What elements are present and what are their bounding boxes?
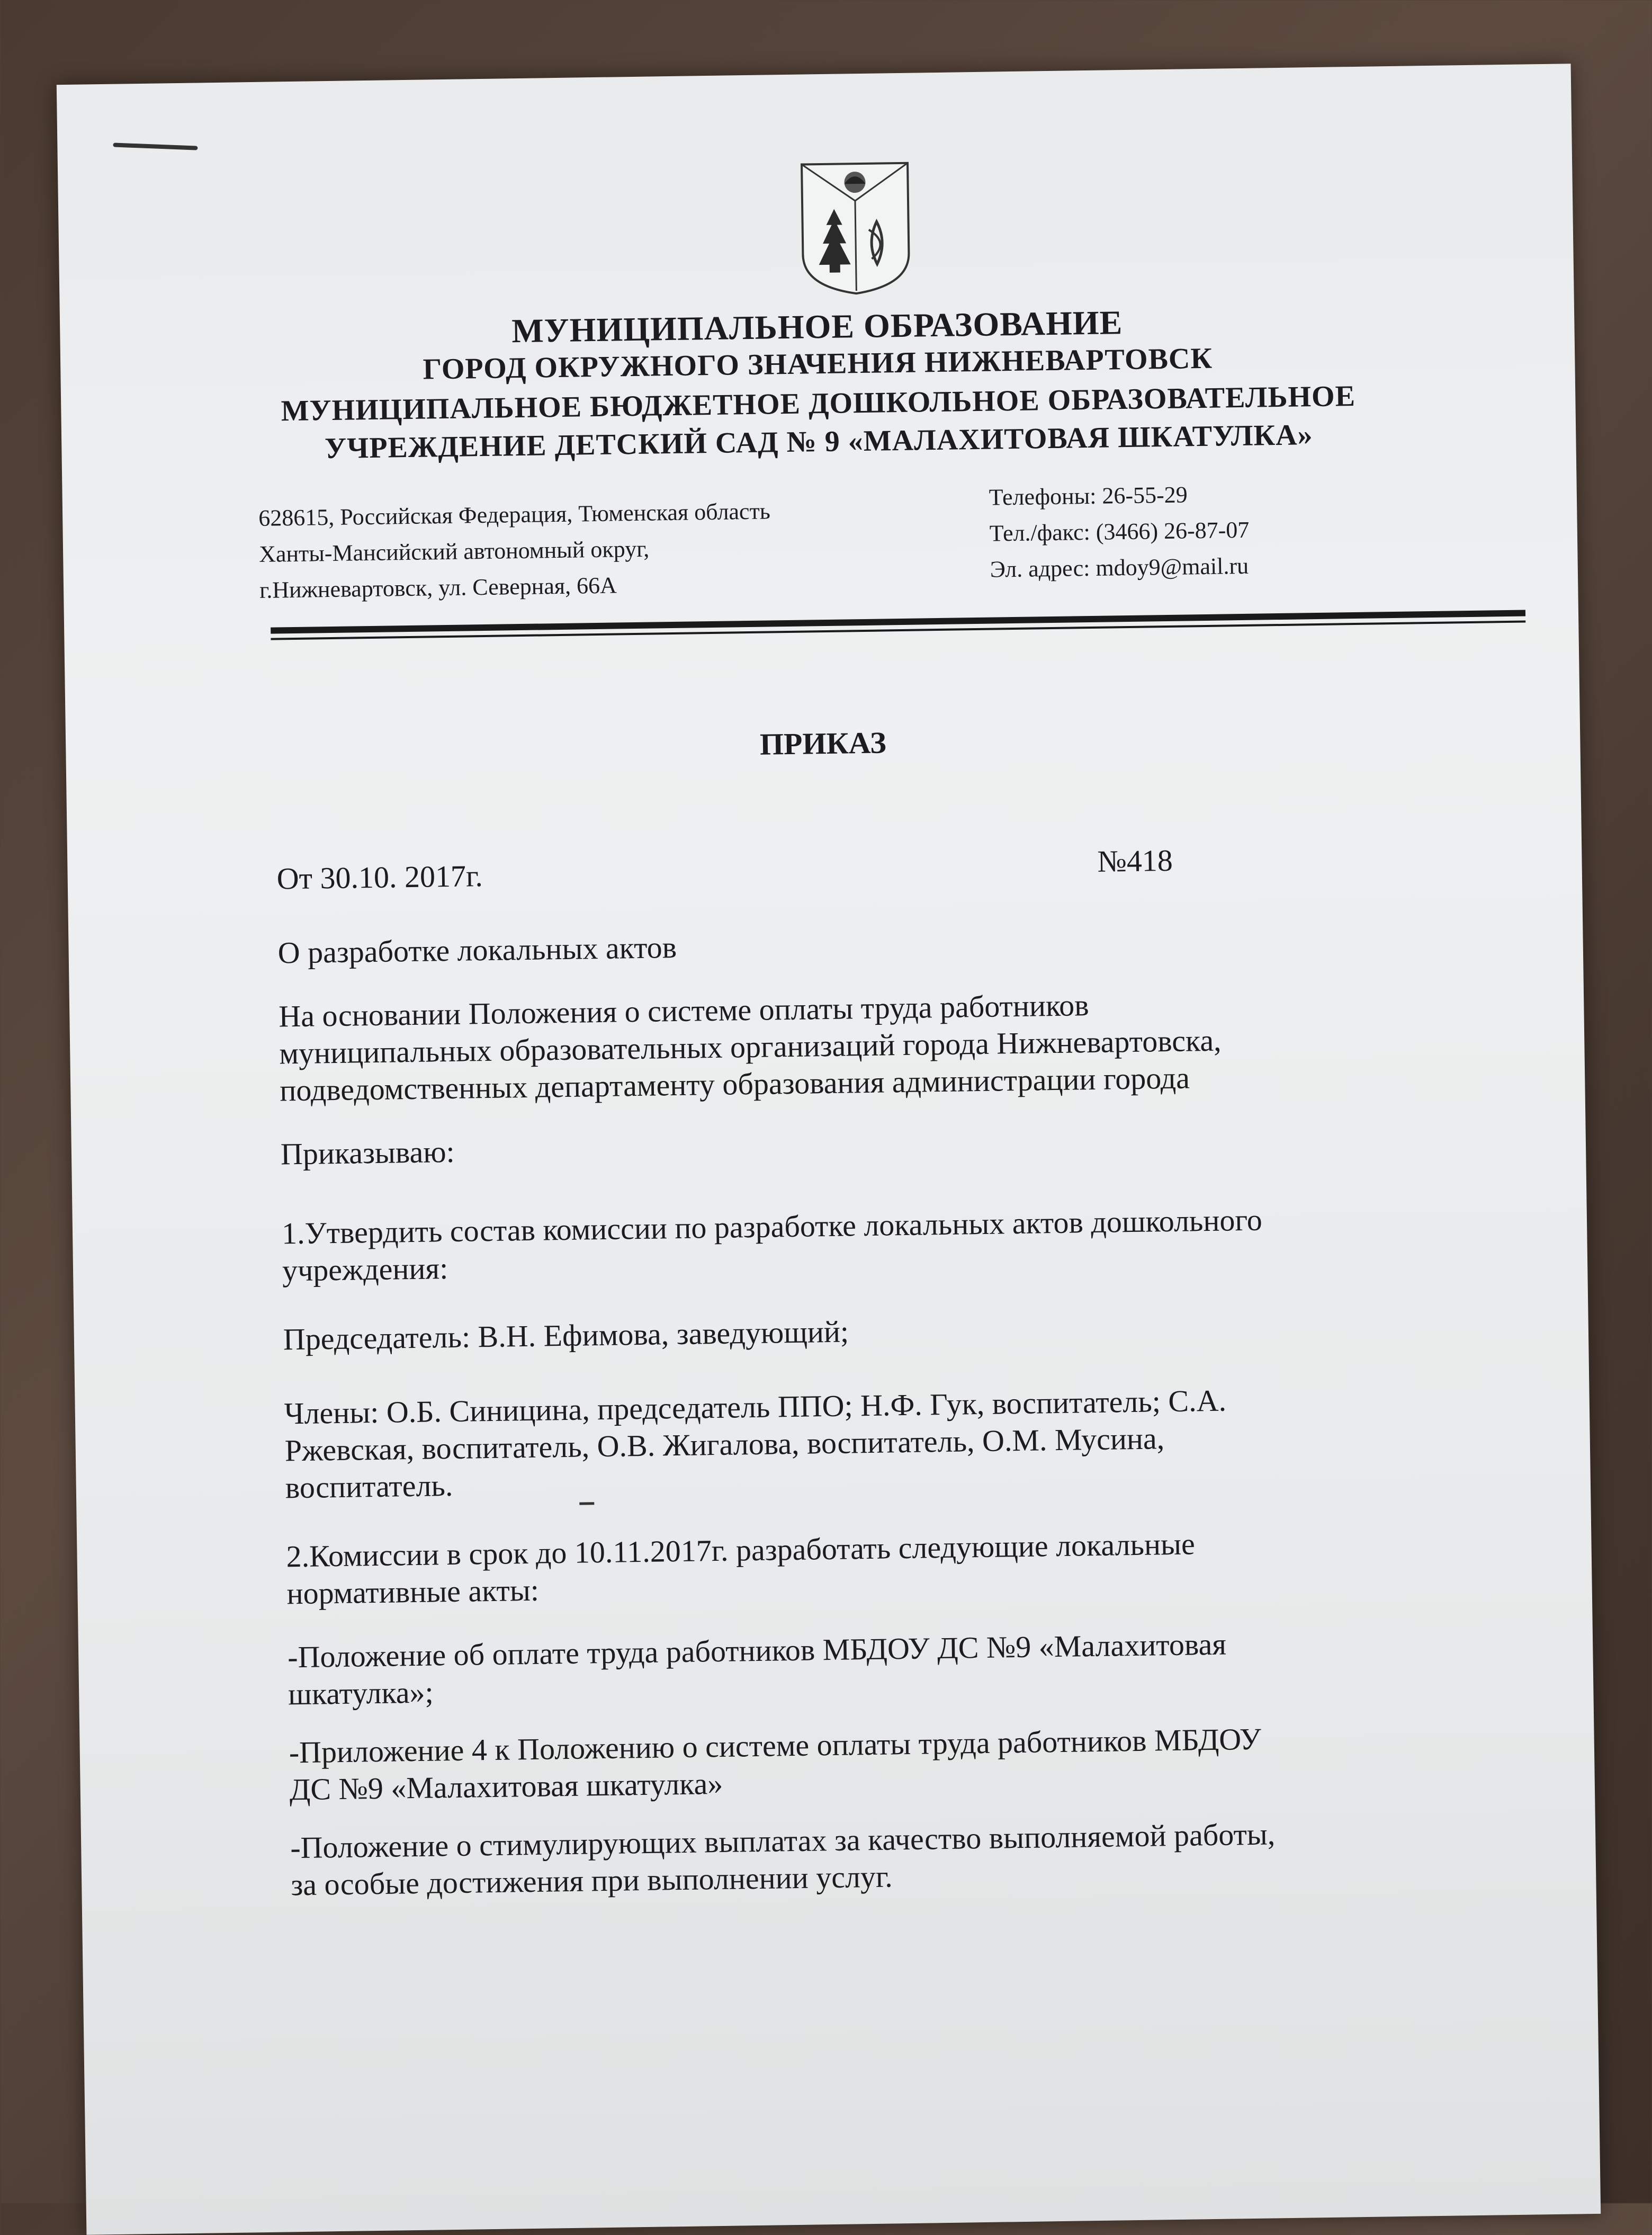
item2-line: 2.Комиссии в срок до 10.11.2017г. разработать следующие локальные [286,1526,1196,1574]
commission-members [284,1379,1466,1506]
address-line-3: г.Нижневартовск, ул. Северная, 66А [259,572,617,603]
stray-mark [579,1502,594,1505]
act2-line: ДС №9 «Малахитовая шкатулка» [289,1766,723,1807]
order-word: Приказываю: [280,1134,455,1172]
order-date: От 30.10. 2017г. [276,859,483,896]
act3-line: -Положение о стимулирующих выплатах за качество выполняемой работы, [290,1817,1276,1865]
basis-line: На основании Положения о системе оплаты труда работников [278,988,1089,1034]
act-item-3 [290,1812,1504,1903]
header-line-3: МУНИЦИПАЛЬНОЕ БЮДЖЕТНОЕ ДОШКОЛЬНОЕ ОБРАЗОВАТЕЛЬНОЕ [281,379,1356,428]
postal-address [258,493,771,608]
order-number: №418 [1097,843,1173,879]
act-item-1 [288,1622,1469,1713]
document-page [57,64,1601,2235]
order-item-1 [282,1199,1464,1289]
basis-line: муниципальных образовательных организаций города Нижневартовска, [279,1023,1222,1071]
pen-mark [113,143,197,150]
contact-fax: Тел./факс: (3466) 26-87-07 [989,516,1250,547]
item2-line: нормативные акты: [286,1572,540,1611]
contacts [989,476,1250,588]
act-item-2 [289,1718,1470,1808]
document-title: ПРИКАЗ [759,725,887,762]
item1-line: 1.Утвердить состав комиссии по разработке локальных актов дошкольного [281,1202,1263,1251]
members-line: воспитатель. [285,1468,453,1505]
members-line: Ржевская, воспитатель, О.В. Жигалова, воспитатель, О.М. Мусина, [284,1421,1165,1468]
item1-line: учреждения: [282,1251,448,1288]
act1-line: шкатулка»; [288,1675,434,1712]
commission-chair: Председатель: В.Н. Ефимова, заведующий; [283,1314,849,1357]
act2-line: -Приложение 4 к Положению о системе оплаты труда работников МБДОУ [289,1721,1262,1770]
address-line-1: 628615, Российская Федерация, Тюменская область [258,498,771,531]
act3-line: за особые достижения при выполнении услуг. [290,1859,893,1902]
order-subject: О разработке локальных актов [277,929,677,970]
contact-phone: Телефоны: 26-55-29 [989,481,1188,511]
members-line: Члены: О.Б. Синицина, председатель ППО; Н.Ф. Гук, воспитатель; С.А. [284,1383,1227,1431]
address-line-2: Ханты-Мансийский автономный округ, [258,535,650,567]
coat-of-arms-icon [796,158,915,297]
order-basis [279,981,1461,1109]
act1-line: -Положение об оплате труда работников МБДОУ ДС №9 «Малахитовая [287,1626,1227,1675]
header-line-4: УЧРЕЖДЕНИЕ ДЕТСКИЙ САД № 9 «МАЛАХИТОВАЯ ШКАТУЛКА» [324,418,1313,466]
basis-line: подведомственных департаменту образования администрации города [279,1060,1190,1108]
header-line-2: ГОРОД ОКРУЖНОГО ЗНАЧЕНИЯ НИЖНЕВАРТОВСК [423,342,1213,386]
header-line-1: МУНИЦИПАЛЬНОЕ ОБРАЗОВАНИЕ [511,303,1123,350]
order-item-2 [286,1522,1468,1612]
contact-email: Эл. адрес: mdoy9@mail.ru [990,552,1249,583]
